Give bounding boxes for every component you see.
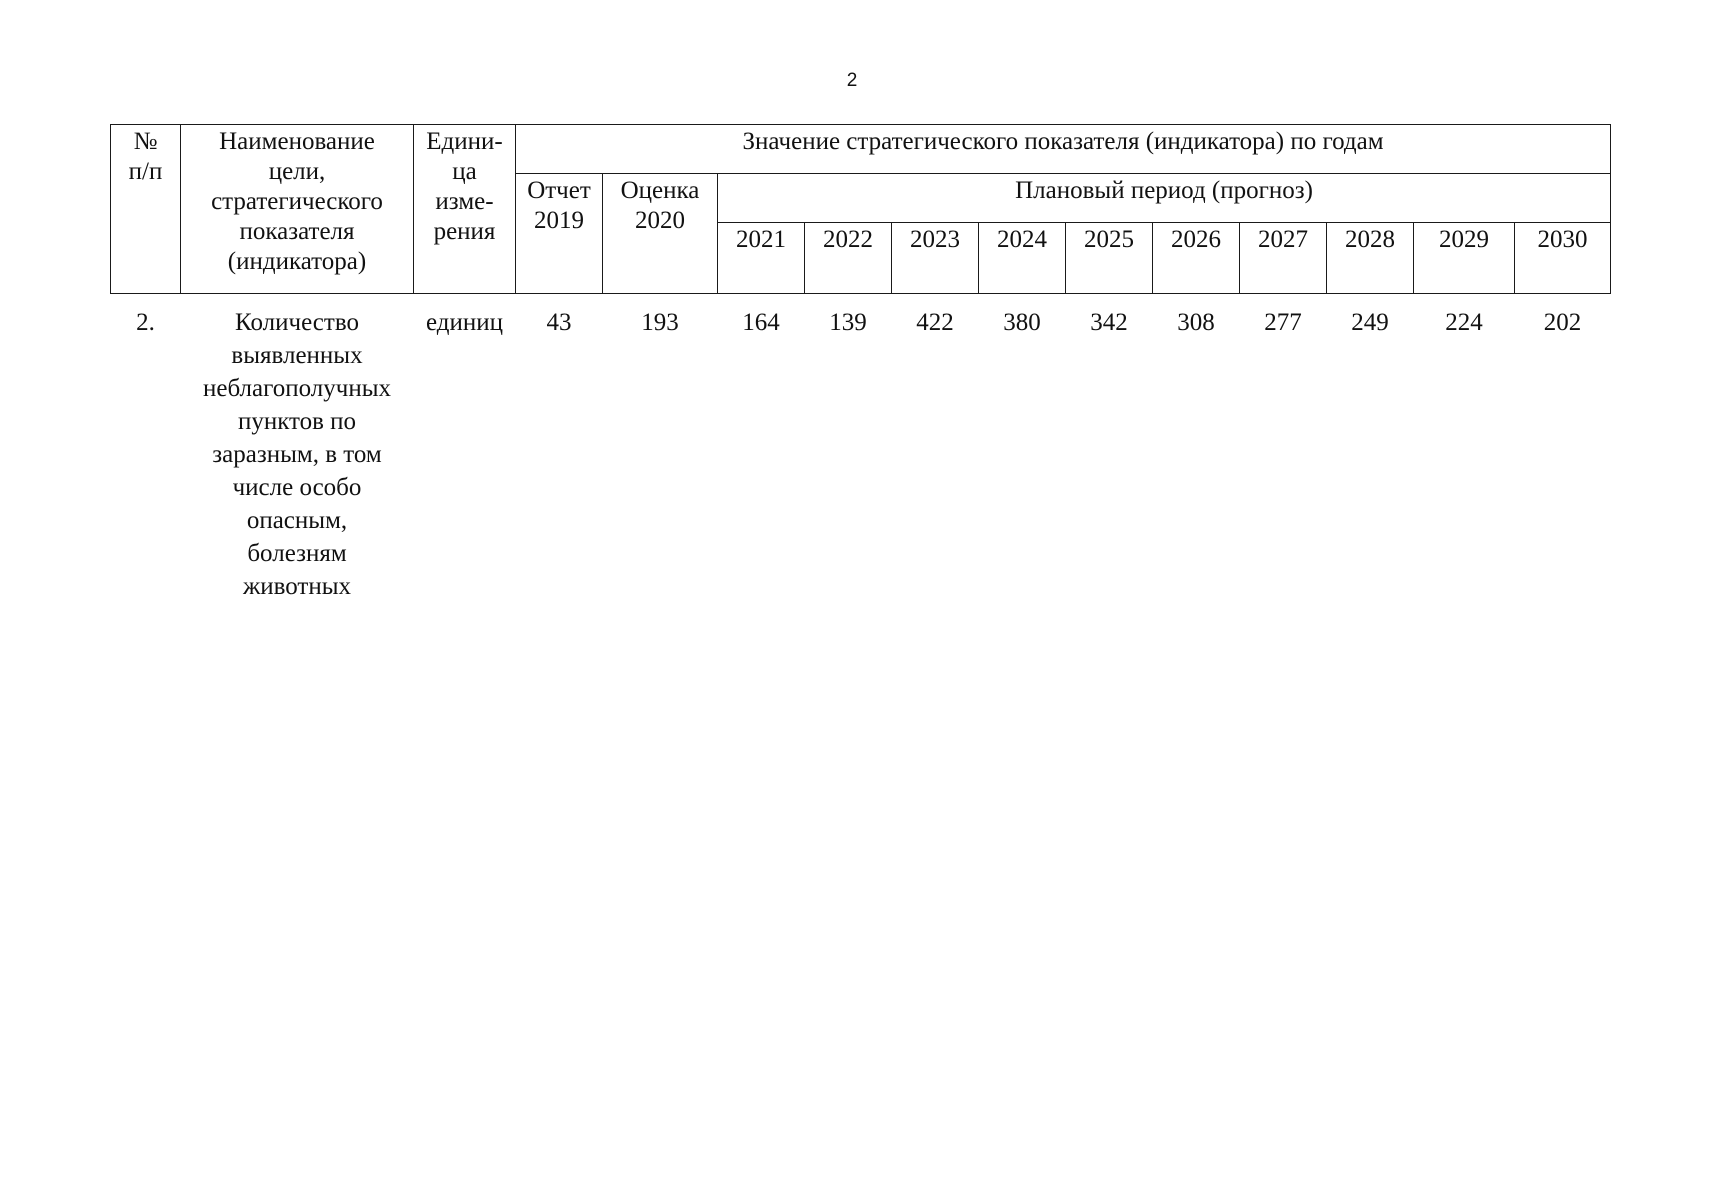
row-planned-value: 224	[1445, 309, 1483, 336]
header-name-line: стратегического	[211, 188, 383, 215]
row-planned-value: 202	[1543, 309, 1582, 336]
header-name-line: цели,	[268, 158, 326, 185]
header-year: 2027	[1240, 223, 1327, 294]
indicator-name-line: опасным,	[246, 507, 348, 534]
header-name-line: (индикатора)	[227, 248, 367, 275]
row-planned-value: 277	[1264, 309, 1302, 336]
row-estimate-2020-value: 193	[641, 309, 679, 336]
row-report-2019-value: 43	[546, 309, 572, 336]
header-strategic-values: Значение стратегического показателя (индикатора) по годам	[516, 125, 1611, 174]
page-number: 2	[846, 70, 858, 91]
header-report-line: 2019	[534, 207, 584, 234]
header-planned-period: Плановый период (прогноз)	[718, 174, 1611, 223]
row-planned-value: 342	[1090, 309, 1128, 336]
header-unit	[414, 125, 516, 294]
row-indicator-name	[181, 294, 414, 604]
header-name-line: показателя	[239, 218, 355, 245]
row-number: 2.	[136, 309, 155, 336]
row-planned-value: 308	[1177, 309, 1215, 336]
strategic-indicator-table	[110, 124, 1611, 603]
header-year: 2024	[979, 223, 1066, 294]
header-name-line: Наименование	[219, 128, 375, 155]
row-planned-value: 249	[1351, 309, 1389, 336]
indicator-name-line: болезням	[247, 540, 347, 567]
header-number	[111, 125, 181, 294]
indicator-name-line: выявленных	[231, 342, 363, 369]
header-estimate-line: Оценка	[620, 177, 700, 204]
indicator-name-line: заразным, в том	[212, 441, 382, 468]
row-planned-value: 422	[916, 309, 954, 336]
header-year: 2023	[892, 223, 979, 294]
table-row	[111, 294, 1611, 604]
indicator-name-line: числе особо	[232, 474, 362, 501]
indicator-name-line: Количество	[235, 309, 359, 336]
header-year: 2028	[1327, 223, 1414, 294]
header-year: 2025	[1066, 223, 1153, 294]
header-year: 2026	[1153, 223, 1240, 294]
header-year: 2022	[805, 223, 892, 294]
header-name	[181, 125, 414, 294]
header-row-1	[111, 125, 1611, 174]
header-number-line: №	[133, 128, 158, 155]
row-planned-value: 139	[829, 309, 867, 336]
header-unit-line: изме-	[435, 188, 494, 215]
indicator-name-line: пунктов по	[237, 408, 357, 435]
indicator-name-line: неблагополучных	[202, 375, 392, 402]
header-unit-line: ца	[452, 158, 477, 185]
header-estimate-2020	[603, 174, 718, 294]
header-report-line: Отчет	[527, 177, 591, 204]
header-unit-line: рения	[433, 218, 496, 245]
header-year: 2030	[1515, 223, 1611, 294]
indicator-name-line: животных	[242, 573, 352, 600]
row-planned-value: 164	[742, 309, 780, 336]
row-planned-value: 380	[1003, 309, 1041, 336]
header-number-line: п/п	[128, 158, 163, 185]
header-year: 2021	[718, 223, 805, 294]
header-unit-line: Едини-	[426, 128, 503, 155]
header-year: 2029	[1414, 223, 1515, 294]
row-unit: единиц	[425, 309, 503, 336]
header-report-2019	[516, 174, 603, 294]
header-estimate-line: 2020	[635, 207, 685, 234]
